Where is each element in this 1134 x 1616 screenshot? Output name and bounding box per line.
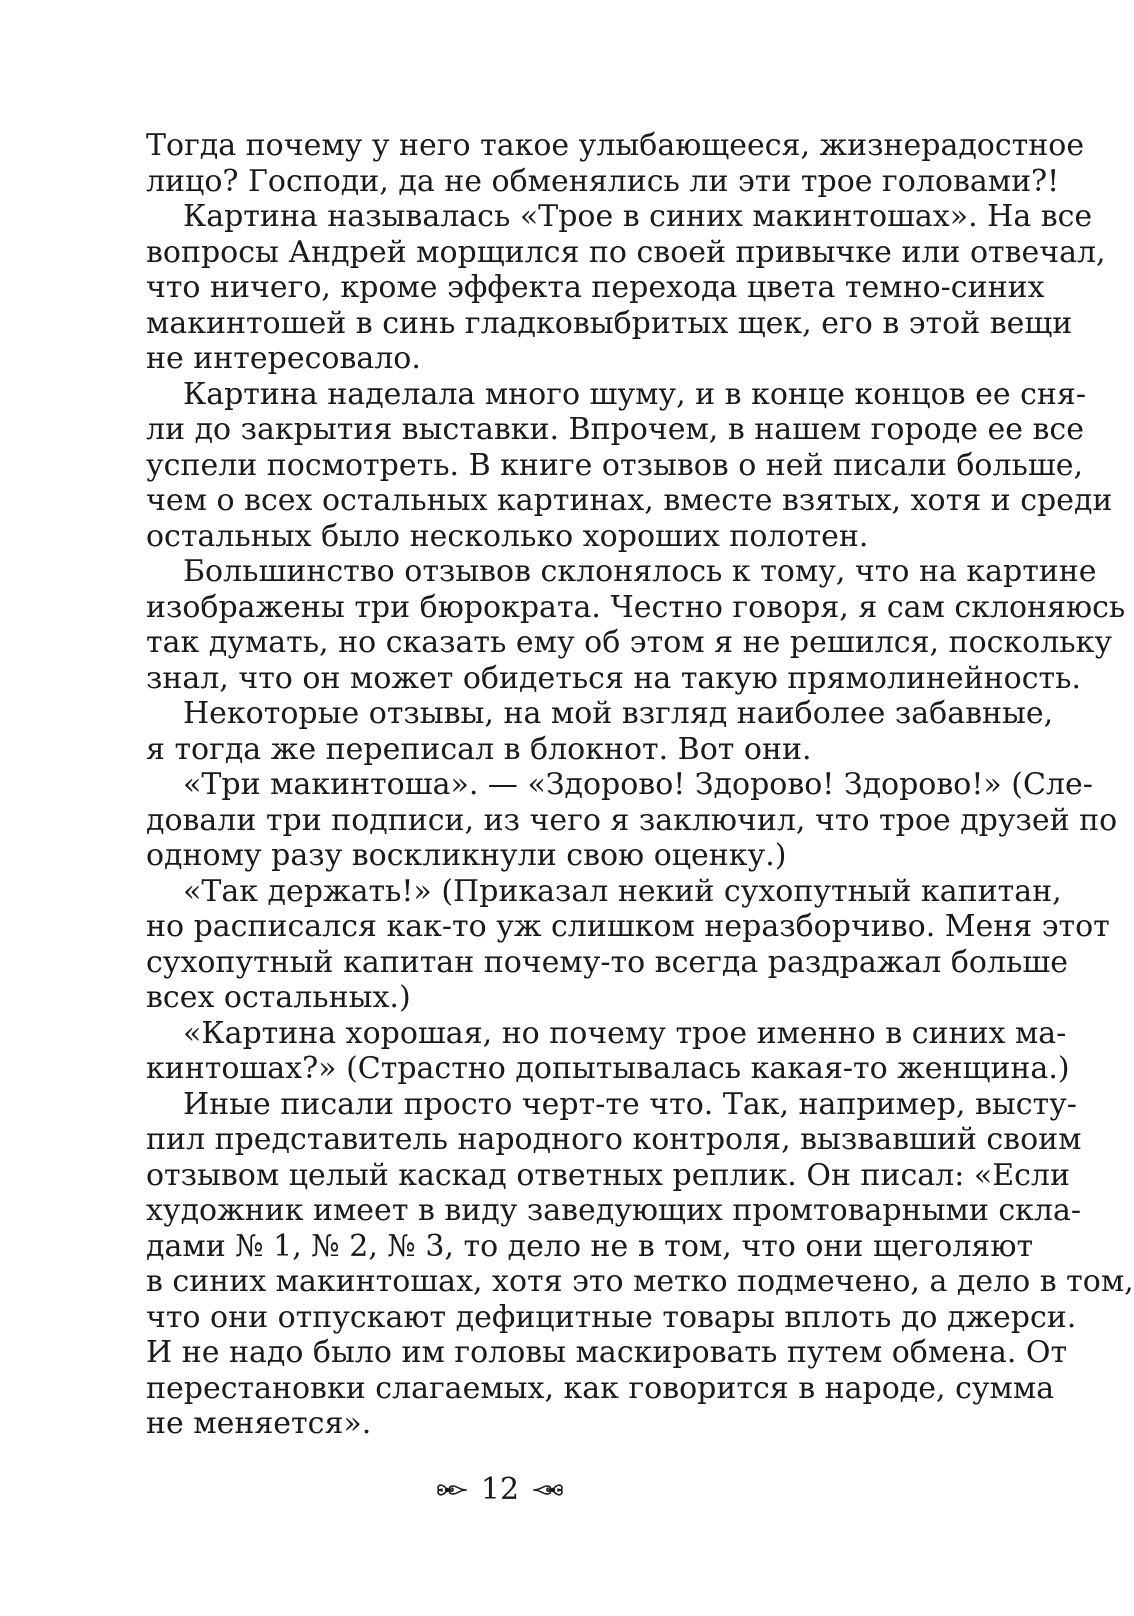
text-line: И не надо было им головы маскировать путем обмена. От — [146, 1335, 1068, 1370]
flourish-right-icon — [531, 1478, 565, 1502]
text-line: Некоторые отзывы, на мой взгляд наиболее забавные, — [183, 696, 1054, 731]
text-line: изображены три бюрократа. Честно говоря, я сам склоняюсь — [146, 589, 1126, 625]
flourish-left-icon — [435, 1478, 469, 1502]
text-line: «Три макинтоша». — «Здорово! Здорово! Здорово!» (Сле- — [183, 767, 1093, 802]
text-line: чем о всех остальных картинах, вместе взятых, хотя и среди — [146, 483, 1113, 518]
text-line: «Картина хорошая, но почему трое именно в синих ма- — [183, 1015, 1067, 1051]
text-line: в синих макинтошах, хотя это метко подмечено, а дело в том, — [146, 1264, 1134, 1299]
text-line: перестановки слагаемых, как говорится в народе, сумма — [146, 1370, 1055, 1406]
text-line: но расписался как-то уж слишком неразборчиво. Меня этот — [146, 909, 1110, 944]
text-line: Иные писали просто черт-те что. Так, например, высту- — [183, 1086, 1077, 1122]
text-line: кинтошах?» (Страстно допытывалась какая-то женщина.) — [146, 1051, 1070, 1086]
text-line: не интересовало. — [146, 341, 421, 376]
text-line: успели посмотреть. В книге отзывов о ней писали больше, — [146, 447, 1084, 483]
text-line: так думать, но сказать ему об этом я не решился, поскольку — [146, 625, 1113, 660]
text-line: пил представитель народного контроля, вызвавший своим — [146, 1122, 1082, 1157]
text-line: остальных было несколько хороших полотен. — [146, 518, 869, 554]
text-line: «Так держать!» (Приказал некий сухопутный капитан, — [183, 873, 1062, 909]
text-line: отзывом целый каскад ответных реплик. Он писал: «Если — [146, 1157, 1070, 1193]
text-line: вопросы Андрей морщился по своей привычке или отвечал, — [146, 234, 1106, 270]
text-line: одному разу воскликнули свою оценку.) — [146, 838, 787, 873]
text-line: лицо? Господи, да не обменялись ли эти трое головами?! — [146, 163, 1060, 199]
page-body — [146, 128, 1134, 1442]
text-line: довали три подписи, из чего я заключил, что трое друзей по — [146, 802, 1118, 838]
text-line: дами № 1, № 2, № 3, то дело не в том, что они щеголяют — [146, 1228, 1034, 1264]
text-line: всех остальных.) — [146, 980, 411, 1015]
text-line: сухопутный капитан почему-то всегда раздражал больше — [146, 944, 1068, 980]
text-line: я тогда же переписал в блокнот. Вот они. — [146, 731, 812, 767]
text-line: что ничего, кроме эффекта перехода цвета темно-синих — [146, 270, 1045, 305]
text-line: знал, что он может обидеться на такую прямолинейность. — [146, 660, 1082, 696]
page-footer — [0, 1470, 1000, 1510]
text-line: макинтошей в синь гладковыбритых щек, его в этой вещи — [146, 305, 1073, 341]
text-line: Большинство отзывов склонялось к тому, что на картине — [183, 554, 1097, 589]
text-line: Картина называлась «Трое в синих макинтошах». На все — [183, 199, 1093, 234]
text-line: художник имеет в виду заведующих промтоварными скла- — [146, 1193, 1081, 1228]
text-line: ли до закрытия выставки. Впрочем, в нашем городе ее все — [146, 412, 1084, 447]
text-line: что они отпускают дефицитные товары вплоть до джерси. — [146, 1299, 1077, 1335]
text-line: не меняется». — [146, 1406, 372, 1441]
page-number: 12 — [480, 1472, 520, 1507]
text-line: Тогда почему у него такое улыбающееся, жизнерадостное — [146, 128, 1085, 163]
text-line: Картина наделала много шуму, и в конце концов ее сня- — [183, 376, 1086, 412]
